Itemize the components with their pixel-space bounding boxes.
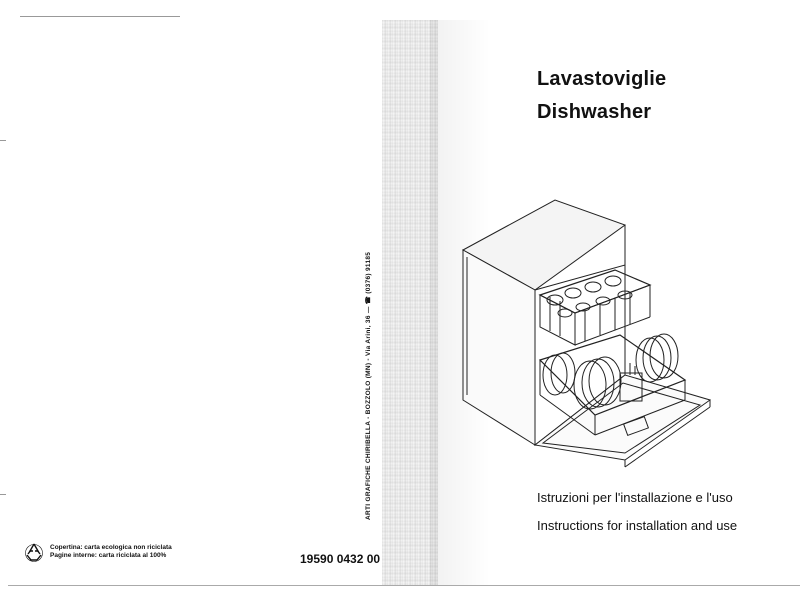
- crop-mark-left-upper: [0, 140, 6, 141]
- dishwasher-illustration: [455, 195, 720, 470]
- paper-note-cover: Copertina: carta ecologica non riciclata: [50, 544, 172, 551]
- recycle-icon: [24, 542, 44, 562]
- cover-title-italian: Lavastoviglie: [537, 68, 667, 90]
- crop-mark-top: [20, 16, 180, 17]
- cover-title-english: Dishwasher: [537, 101, 652, 123]
- paper-note: [50, 544, 172, 560]
- page-bottom-edge: [8, 585, 800, 586]
- instructions-italian: Istruzioni per l'installazione e l'uso: [537, 490, 733, 505]
- instructions-english: Instructions for installation and use: [537, 518, 738, 533]
- paper-note-inside: Pagine interne: carta riciclata al 100%: [50, 552, 167, 559]
- printer-credit: ARTI GRAFICHE CHIRIBELLA - BOZZOLO (MN) - Via Arini, 36 — ☎ (0376) 91185: [365, 251, 372, 520]
- part-number: 19590 0432 00: [300, 552, 381, 566]
- crop-mark-left-lower: [0, 494, 6, 495]
